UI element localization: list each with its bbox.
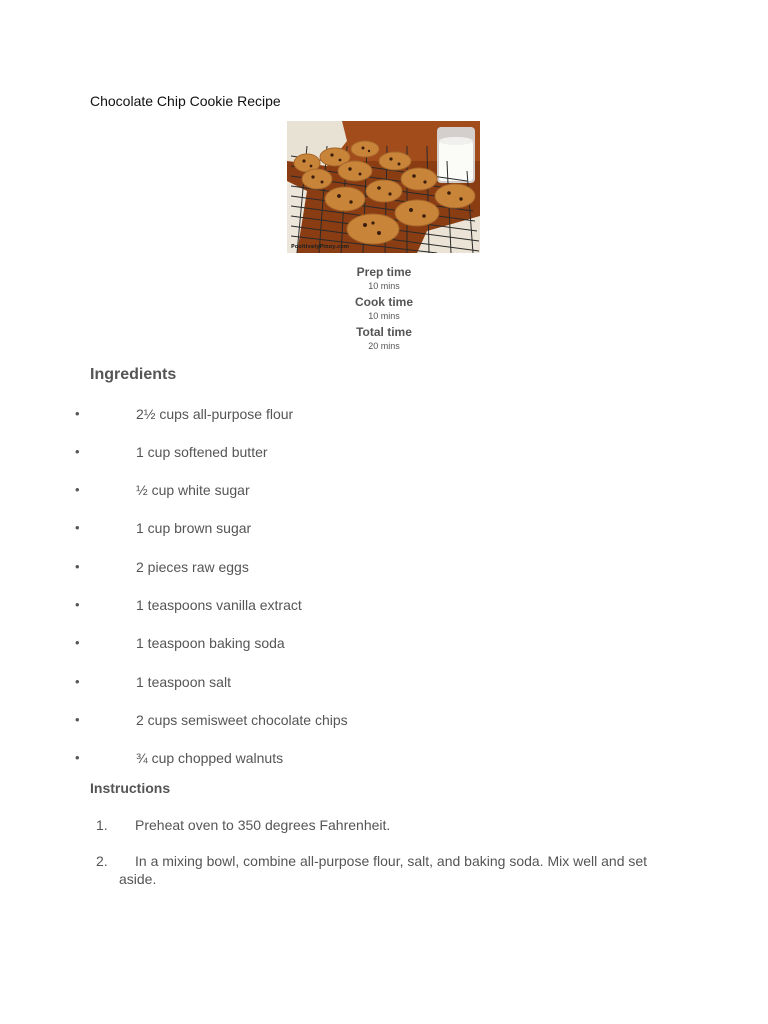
prep-time	[0, 266, 768, 296]
ingredient-text: 1 cup brown sugar	[136, 520, 252, 536]
bullet: •	[75, 750, 80, 765]
step-text: Preheat oven to 350 degrees Fahrenheit.	[135, 817, 391, 833]
instruction-step-1	[0, 816, 768, 836]
ingredient-text: ¾ cup chopped walnuts	[136, 750, 284, 766]
prep-time-value: 10 mins	[368, 281, 400, 291]
list-item	[0, 444, 700, 464]
bullet: •	[75, 482, 80, 497]
step-number: 1.	[96, 817, 108, 833]
total-time-value: 20 mins	[368, 341, 400, 351]
list-item	[0, 712, 700, 732]
ingredients-heading: Ingredients	[90, 366, 177, 383]
list-item	[0, 635, 700, 655]
bullet: •	[75, 559, 80, 574]
photo-credit: PositivelyPinoy.com	[291, 244, 350, 250]
bullet: •	[75, 406, 80, 421]
ingredient-text: 1 cup softened butter	[136, 444, 268, 460]
prep-time-label: Prep time	[356, 265, 412, 279]
total-time-label: Total time	[356, 325, 412, 339]
list-item	[0, 406, 700, 426]
list-item	[0, 559, 700, 579]
list-item	[0, 674, 700, 694]
ingredient-text: ½ cup white sugar	[136, 482, 250, 498]
list-item	[0, 597, 700, 617]
bullet: •	[75, 597, 80, 612]
bullet: •	[75, 635, 80, 650]
ingredient-text: 1 teaspoons vanilla extract	[136, 597, 302, 613]
total-time	[0, 326, 768, 356]
list-item	[0, 482, 700, 502]
step-number: 2.	[96, 853, 108, 869]
ingredient-text: 2 pieces raw eggs	[136, 559, 249, 575]
recipe-times	[0, 266, 768, 356]
instruction-step-2	[0, 852, 768, 892]
bullet: •	[75, 444, 80, 459]
bullet: •	[75, 674, 80, 689]
ingredient-text: 2½ cups all-purpose flour	[136, 406, 294, 422]
instructions-heading: Instructions	[90, 780, 171, 796]
ingredient-text: 1 teaspoon baking soda	[136, 635, 285, 651]
list-item	[0, 520, 700, 540]
cook-time	[0, 296, 768, 326]
cookie-photo	[287, 121, 480, 253]
ingredient-text: 2 cups semisweet chocolate chips	[136, 712, 348, 728]
list-item	[0, 750, 700, 770]
cookie-photo-illustration	[287, 121, 480, 253]
ingredient-text: 1 teaspoon salt	[136, 674, 231, 690]
bullet: •	[75, 712, 80, 727]
bullet: •	[75, 520, 80, 535]
page-title: Chocolate Chip Cookie Recipe	[90, 93, 281, 109]
step-text: In a mixing bowl, combine all-purpose flour, salt, and baking soda. Mix well and set aside.	[119, 853, 648, 887]
cook-time-value: 10 mins	[368, 311, 400, 321]
cook-time-label: Cook time	[354, 295, 413, 309]
